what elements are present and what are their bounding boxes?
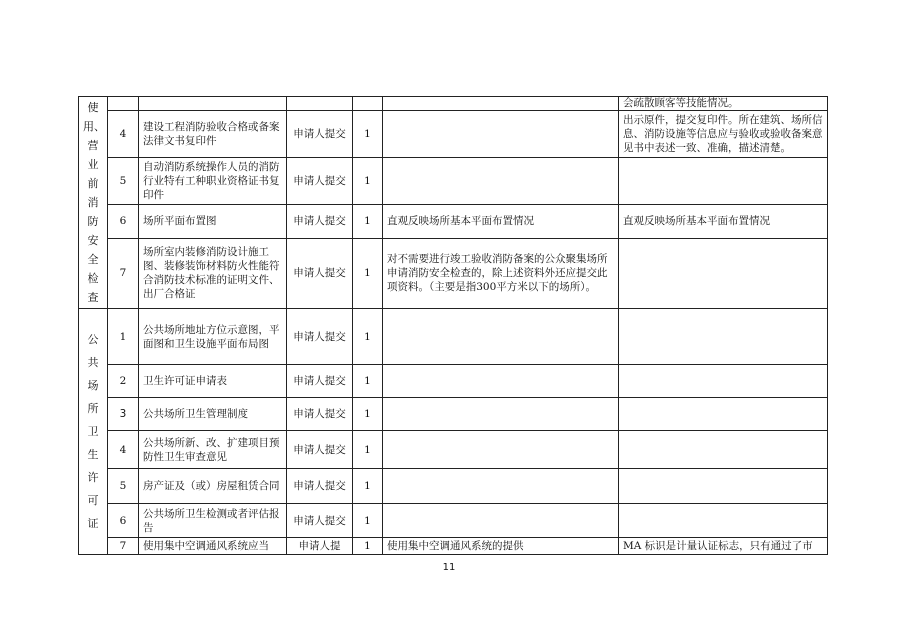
item-number: 6 xyxy=(108,204,139,238)
item-name: 公共场所卫生管理制度 xyxy=(139,398,287,431)
item-quantity: 1 xyxy=(353,158,383,205)
item-source: 申请人提交 xyxy=(287,111,353,158)
table-row xyxy=(79,398,828,431)
table-row xyxy=(79,431,828,469)
item-name: 使用集中空调通风系统应当 xyxy=(139,538,287,555)
item-source: 申请人提交 xyxy=(287,238,353,308)
item-number: 1 xyxy=(108,309,139,365)
item-note xyxy=(619,398,828,431)
requirements-table xyxy=(78,96,828,555)
item-quantity: 1 xyxy=(353,504,383,538)
item-number: 7 xyxy=(108,538,139,555)
item-requirement xyxy=(383,111,619,158)
item-note: 直观反映场所基本平面布置情况 xyxy=(619,204,828,238)
item-quantity: 1 xyxy=(353,431,383,469)
table-row xyxy=(79,238,828,308)
item-name xyxy=(139,97,287,111)
item-number: 2 xyxy=(108,365,139,398)
item-number: 4 xyxy=(108,111,139,158)
table-row xyxy=(79,504,828,538)
table-row xyxy=(79,309,828,365)
item-quantity: 1 xyxy=(353,469,383,504)
item-quantity: 1 xyxy=(353,204,383,238)
category-label: 公共场所卫生许可证 xyxy=(87,333,99,530)
item-quantity xyxy=(353,97,383,111)
item-number: 6 xyxy=(108,504,139,538)
item-quantity: 1 xyxy=(353,111,383,158)
item-requirement xyxy=(383,469,619,504)
item-quantity: 1 xyxy=(353,365,383,398)
item-note: 出示原件，提交复印件。所在建筑、场所信息、消防设施等信息应与验收或验收备案意见书中表述一致、准确，描述清楚。 xyxy=(619,111,828,158)
category-label: 使用、营业前消防安全检查 xyxy=(83,101,105,304)
item-quantity: 1 xyxy=(353,309,383,365)
item-requirement xyxy=(383,365,619,398)
item-name: 场所平面布置图 xyxy=(139,204,287,238)
item-source: 申请人提交 xyxy=(287,469,353,504)
item-source: 申请人提 xyxy=(287,538,353,555)
item-source: 申请人提交 xyxy=(287,365,353,398)
item-note: MA 标识是计量认证标志，只有通过了市 xyxy=(619,538,828,555)
item-quantity: 1 xyxy=(353,238,383,308)
item-quantity: 1 xyxy=(353,538,383,555)
item-requirement xyxy=(383,309,619,365)
item-number: 7 xyxy=(108,238,139,308)
item-requirement xyxy=(383,504,619,538)
table-row xyxy=(79,538,828,555)
item-note xyxy=(619,365,828,398)
item-note xyxy=(619,238,828,308)
item-requirement: 直观反映场所基本平面布置情况 xyxy=(383,204,619,238)
table-row xyxy=(79,158,828,205)
item-note xyxy=(619,431,828,469)
item-name: 场所室内装修消防设计施工图、装修装饰材料防火性能符合消防技术标准的证明文件、出厂合格证 xyxy=(139,238,287,308)
item-requirement xyxy=(383,97,619,111)
item-name: 公共场所地址方位示意图，平面图和卫生设施平面布局图 xyxy=(139,309,287,365)
item-requirement xyxy=(383,398,619,431)
item-source: 申请人提交 xyxy=(287,158,353,205)
page-number: 11 xyxy=(442,562,456,573)
item-note xyxy=(619,469,828,504)
item-requirement: 使用集中空调通风系统的提供 xyxy=(383,538,619,555)
item-number: 5 xyxy=(108,158,139,205)
item-number xyxy=(108,97,139,111)
item-source: 申请人提交 xyxy=(287,504,353,538)
item-quantity: 1 xyxy=(353,398,383,431)
item-name: 房产证及（或）房屋租赁合同 xyxy=(139,469,287,504)
item-requirement xyxy=(383,158,619,205)
item-source: 申请人提交 xyxy=(287,431,353,469)
item-name: 公共场所卫生检测或者评估报告 xyxy=(139,504,287,538)
table-row xyxy=(79,469,828,504)
item-note xyxy=(619,309,828,365)
item-name: 公共场所新、改、扩建项目预防性卫生审查意见 xyxy=(139,431,287,469)
item-number: 5 xyxy=(108,469,139,504)
table-row xyxy=(79,97,828,111)
category-cell xyxy=(79,309,108,555)
item-name: 自动消防系统操作人员的消防行业特有工种职业资格证书复印件 xyxy=(139,158,287,205)
item-note xyxy=(619,504,828,538)
item-requirement xyxy=(383,431,619,469)
item-name: 卫生许可证申请表 xyxy=(139,365,287,398)
item-source: 申请人提交 xyxy=(287,398,353,431)
item-number: 4 xyxy=(108,431,139,469)
item-source xyxy=(287,97,353,111)
item-note xyxy=(619,158,828,205)
table-row xyxy=(79,111,828,158)
table-row xyxy=(79,204,828,238)
item-source: 申请人提交 xyxy=(287,309,353,365)
item-number: 3 xyxy=(108,398,139,431)
item-source: 申请人提交 xyxy=(287,204,353,238)
table-row xyxy=(79,365,828,398)
item-requirement: 对不需要进行竣工验收消防备案的公众聚集场所申请消防安全检查的，除上述资料外还应提交此项资料。（主要是指300平方米以下的场所）。 xyxy=(383,238,619,308)
item-note: 会疏散顾客等技能情况。 xyxy=(619,97,828,111)
category-cell xyxy=(79,97,108,309)
item-name: 建设工程消防验收合格或备案法律文书复印件 xyxy=(139,111,287,158)
